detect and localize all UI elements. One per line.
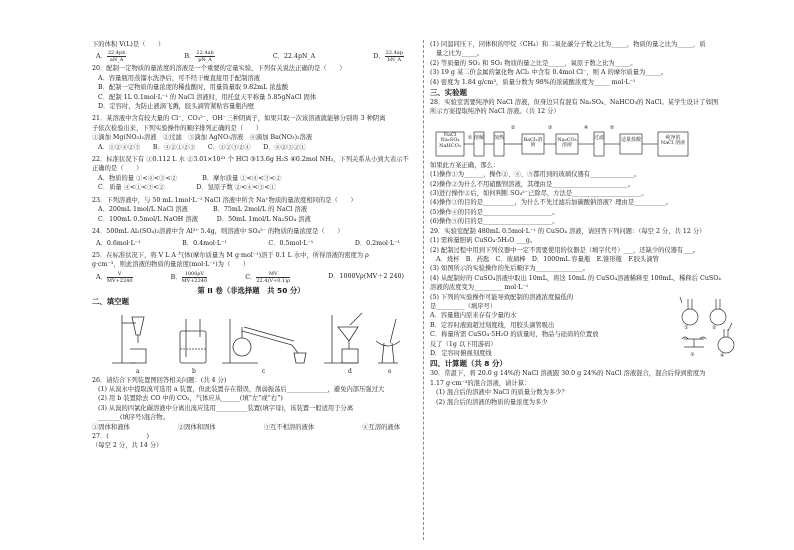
- q26-stem: 26．请结合下列装置图回答相关问题：(共 4 分): [92, 376, 227, 384]
- q25-option-a: A． $\frac{V}{MV+2240}$: [96, 270, 133, 284]
- q25-stem-2: g·cm⁻³，则此溶液的物质的量浓度(mol·L⁻¹)为（ ）: [92, 261, 250, 269]
- q29-part-4: (4) 从配制好的 CuSO₄溶液中取出 10mL，将这 10mL 的 CuSO₄溶液稀释至 100mL，稀释后 CuSO₄: [430, 274, 721, 282]
- q22-stem-2: 正确的是（ ）: [92, 165, 143, 173]
- q26-part-2: (2) 用 b 装置除去 CO 中的 CO₂，气体应从______(填“左”或“右”): [98, 395, 283, 403]
- q30-part-1: (1) 混合后的溶液中 NaCl 的质量分数为多少？: [436, 389, 568, 397]
- q23-stem: 23．下列溶液中，与 50 mL 1mol·L⁻¹ NaCl 溶液中所含 Na⁺物质的量浓度相同的是（ ）: [92, 196, 357, 204]
- q27-points: （每空 2 分，共 14 分）: [92, 442, 163, 450]
- q30-part-2: (2) 混合后的溶液的物质的量浓度为多少: [436, 398, 548, 406]
- question-30: [430, 369, 750, 407]
- flow-step-1: ①: [467, 134, 473, 141]
- q26-part-3: (3) 从溴的四氯化碳溶液中分离出溴应选用__________装置(填字母)，该装置一般适用于分离: [98, 404, 354, 412]
- flow-dissolve: 溶解: [474, 134, 485, 141]
- q29-part-2: (2) 配制过程中用到下列仪器中一定不需要使用的仪器是（填字代号）___，还缺少的仪器有___。: [430, 246, 700, 254]
- q20-option-d: D．定容时，为防止液滴飞溅，胶头滴管紧贴容量瓶内壁: [98, 103, 255, 111]
- q29-option-c: C．称量所需 CuSO₄·5H₂O 的质量时，物品与砝码的位置放: [430, 331, 599, 339]
- flow-step-3: ③: [547, 124, 553, 131]
- q29-option-d: D．定容时俯视刻度线: [430, 349, 492, 357]
- q29-part-1: (1) 需称量胆矾 CuSO₄·5H₂O ___g。: [430, 237, 537, 245]
- flow-heat: 加热: [494, 134, 505, 141]
- flow-product: 纯净的 NaCl 溶液: [660, 134, 686, 147]
- apparatus-label-b: b: [192, 367, 196, 375]
- question-29: [430, 227, 750, 359]
- q26-option-3: ③互不相溶的液体: [263, 423, 315, 431]
- q29-option-a: A．容量瓶内原来存有少量的水: [430, 312, 517, 320]
- q19-option-d: D． $\frac{22.4ap}{bN\_A}$: [373, 50, 403, 64]
- question-26: [92, 376, 410, 432]
- q24-option-d: D．0.2mol·L⁻¹: [354, 240, 400, 248]
- q25-option-c: C． $\frac{MV}{22.4(V+0.1)\rho}$: [245, 270, 291, 284]
- flow-step-4: ④: [583, 124, 589, 131]
- q27-part-1: (1) 同温同压下，同体积的甲烷（CH₄）和二氧化碳分子数之比为_____，物质的量之比为_____，质: [430, 41, 706, 48]
- q27-part-1b: 量之比为_____。: [436, 50, 484, 58]
- q26-option-4: ④互溶的液体: [362, 423, 400, 431]
- q29-part-5b: 是_________（填序号）: [430, 302, 497, 310]
- q22-options-ab: A．物质的量 ①<④<③<② B．摩尔质量 ①<④<③<②: [98, 174, 282, 182]
- q29-option-c2: 反了（1g 以下用游码）: [430, 340, 497, 348]
- q28-questions: [430, 161, 750, 227]
- q26-part-1: (1) 从溴水中提取溴可选用 a 装置，但此装置存在错误，削弱振荡后_____________，避免内部压强过大: [98, 385, 385, 393]
- q24-option-b: B．0.4mol·L⁻¹: [182, 240, 227, 248]
- q25-stem: 25．在标准状况下，将 V L A 气体(摩尔质量为 M g·mol⁻¹)溶于 0.1 L 水中，所得溶液的密度为 ρ: [92, 251, 369, 259]
- part-2-title: 第 II 卷（非选择题 共 50 分）: [197, 285, 305, 295]
- column-divider: [423, 40, 424, 540]
- question-25: [92, 251, 410, 285]
- q26-option-1: ①固体和液体: [92, 423, 130, 431]
- apparatus-label-c: c: [262, 367, 266, 375]
- q28-flowchart: [430, 118, 750, 160]
- left-column: [92, 40, 410, 451]
- q29-part-3: (3) 如图所示的实验操作的先后顺序为_______________。: [430, 265, 589, 273]
- q28-part-6: (6)操作⑤的目的是______________________。: [430, 218, 559, 226]
- q26-option-2: ②固体和固体: [177, 423, 216, 431]
- q19-tail: 下的体积 V(L)是（ ）: [92, 41, 165, 48]
- q24-option-a: A．0.6mol·L⁻¹: [96, 240, 141, 248]
- question-20: [92, 64, 410, 111]
- q24-options: [92, 239, 410, 248]
- q27-parts: [430, 40, 750, 87]
- flow-filter: 过滤: [594, 134, 605, 141]
- apparatus-label-e: e: [388, 367, 392, 375]
- q29-stem: 29．实验室配制 480mL 0.5mol·L⁻¹ 的 CuSO₄ 溶液，请回答下列问题：（每空 2 分，共 12 分）: [430, 227, 706, 235]
- right-column: [430, 40, 750, 407]
- q19-option-c: C．22.4pN_A: [272, 53, 316, 61]
- q28-stem: 28．实验室需要纯净的 NaCl 溶液，但身边只有混有 Na₂SO₄、NaHCO₃的 NaCl。某学生设计了如图: [430, 99, 719, 107]
- flow-mixture: NaCl Na₂SO₄ NaHCO₃: [439, 131, 461, 150]
- q29-part-5: (5) 下列的实验操作可能导致配制的溶液浓度偏低的: [430, 293, 574, 301]
- q20-option-c: C．配制 1L 0.1mol·L⁻¹ 的 NaCl 溶液时，用托盘天平称量 5.85gNaCl 固体: [98, 93, 317, 101]
- question-23: [92, 196, 410, 224]
- q21-options: A．①②④②③ B．④②①②③ C．①②③②④ D．④②③②①: [98, 143, 306, 151]
- q29-part-5-block: [430, 293, 750, 359]
- q30-stem: 30．常温下，将 20.0 g 14%的 NaCl 溶液跟 30.0 g 24%的 NaCl 溶液混合，混合后得到密度为: [430, 370, 706, 378]
- question-21: [92, 114, 410, 152]
- q28-intro: 如果此方案正确，那么：: [430, 161, 500, 169]
- q19-option-b: B． $\frac{22.4ab}{pN\_A}$: [184, 50, 214, 64]
- section-2-heading: 二、填空题: [92, 296, 129, 306]
- flow-hcl: 适量盐酸: [620, 136, 641, 143]
- q19-option-a: A． $\frac{22.4pb}{aN\_A}$: [96, 50, 126, 64]
- q22-options-cd: C．质量 ④<①<③<② D．氢原子数 ②<④<③<①: [98, 184, 276, 192]
- q29-option-b: B．定容时液面超过刻度线，用胶头滴管吸出: [430, 321, 555, 329]
- q28-part-5: (5)操作④的目的是______________________。: [430, 208, 559, 216]
- q24-stem: 24．500mL Al₂(SO₄)₃溶液中含 Al³⁺ 5.4g，则溶液中 SO₄²⁻ 的物质的量浓度是（ ）: [92, 227, 344, 235]
- apparatus-labels: [92, 367, 410, 375]
- q25-option-b: B． $\frac{1000\rho V}{MV+2240}$: [170, 270, 208, 284]
- q23-options-cd: C．100mL 0.5mol/L NaOH 溶液 D．50mL 1mol/L Na₂SO₄ 溶液: [98, 215, 311, 223]
- q29-part-4b: 溶液的浓度变为_________ mol·L⁻¹: [430, 284, 529, 292]
- question-24: [92, 227, 410, 249]
- section-3-heading: 三、实验题: [430, 88, 467, 98]
- q28-part-1: (1)操作①为______，操作②、④、⑤都用到的玻璃仪器有______________。: [430, 171, 641, 179]
- flow-na2co3: Na₂CO₃溶液: [557, 136, 577, 149]
- question-22: [92, 155, 410, 193]
- q28-part-4: (4)操作③的目的是__________，为什么不先过滤后加碳酸钠溶液？理由是__________。: [430, 199, 672, 207]
- q23-options-ab: A．200mL 1mol/L NaCl 溶液 B．75mL 2mol/L 的 NaCl 溶液: [98, 206, 308, 214]
- q24-option-c: C．0.5mol·L⁻¹: [268, 240, 314, 248]
- q25-options: [92, 270, 410, 285]
- q30-stem-2: 1.17 g·cm⁻³的混合溶液，请计算：: [430, 379, 531, 387]
- q22-stem: 22．标准状况下有 ①0.112 L 水 ②3.01×10²³ 个 HCl ③13.6g H₂S ④0.2mol NH₃，下列关系从小到大表示不: [92, 156, 409, 164]
- q20-option-a: A．容量瓶用蒸馏水洗净后，可不经干燥直接用于配制溶液: [98, 74, 260, 82]
- q25-option-d: D．1000Vρ(MV＋2 240): [328, 273, 404, 281]
- q20-option-b: B．配制一定物质的量浓度的稀盐酸时，用量筒量取 9.82mL 浓盐酸: [98, 84, 289, 92]
- q27-part-4: (4) 密度为 1.84 g/cm³，质量分数为 98%的浓硫酸浓度为_____ mol·L⁻¹: [430, 78, 636, 86]
- q20-stem: 20．配制一定物质的量浓度的溶液是一个重要的定量实验，下列有关说法正确的是（ ）: [92, 65, 346, 73]
- apparatus-label-d: d: [348, 367, 352, 375]
- svg-text:②: ②: [712, 324, 717, 331]
- q21-stem: 21．某溶液中含有较大量的 Cl⁻、CO₃²⁻、OH⁻三种阴离子，如果只取一次该溶液就能够分别将 3 种阴离: [92, 115, 386, 123]
- apparatus-label-a: a: [136, 367, 140, 375]
- q29-operation-figure: [676, 295, 742, 359]
- q21-steps: ①滴加 Mg(NO₃)₂溶液 ②过滤 ③滴加 AgNO₃溶液 ④滴加 Ba(NO₃)₂溶液: [92, 134, 313, 142]
- q28-part-2: (2)操作②为什么不用硝酸钡溶液，其理由是________________________。: [430, 180, 635, 188]
- flow-step-2: ②: [510, 124, 516, 131]
- q27-part-3: (3) 19 g 某二价金属的氯化物 ACl₂ 中含有 0.4mol Cl⁻，则 A 的摩尔质量为_____。: [430, 69, 668, 77]
- apparatus-figure: [92, 309, 410, 375]
- q29-instruments: A．烧杯 B．药匙 C．玻璃棒 D．1000mL 容量瓶 E.锥形瓶 F.胶头滴管: [436, 255, 659, 263]
- q27-part-2: (2) 等质量的 SO₂ 和 SO₃ 物质的量之比是_____，氧原子数之比为_____。: [430, 59, 637, 67]
- q21-stem-2: 子依次检验出来，下列实验操作的顺序排列正确的是（ ）: [92, 124, 263, 132]
- svg-text:④: ④: [720, 352, 725, 359]
- section-4-heading: 四、计算题（共 8 分）: [430, 359, 507, 369]
- svg-text:③: ③: [690, 351, 695, 358]
- svg-text:①: ①: [684, 324, 689, 331]
- flow-bacl2: BaCl₂溶液: [523, 136, 543, 149]
- q19-options: [92, 49, 410, 64]
- apparatus-drawing: [92, 309, 410, 367]
- q27-heading: 27．( ): [92, 432, 150, 440]
- q28-part-3: (3)进行操作②后，如何判断 SO₄²⁻已除尽，方法是______________________。: [430, 190, 648, 198]
- q28-stem-2: 所示方案提取纯净的 NaCl 溶液。（共 12 分）: [430, 108, 560, 116]
- q26-part-3b: _______(填序号)混合物。: [98, 414, 170, 422]
- flow-step-5: ⑤: [609, 124, 615, 131]
- q26-options: [92, 423, 410, 432]
